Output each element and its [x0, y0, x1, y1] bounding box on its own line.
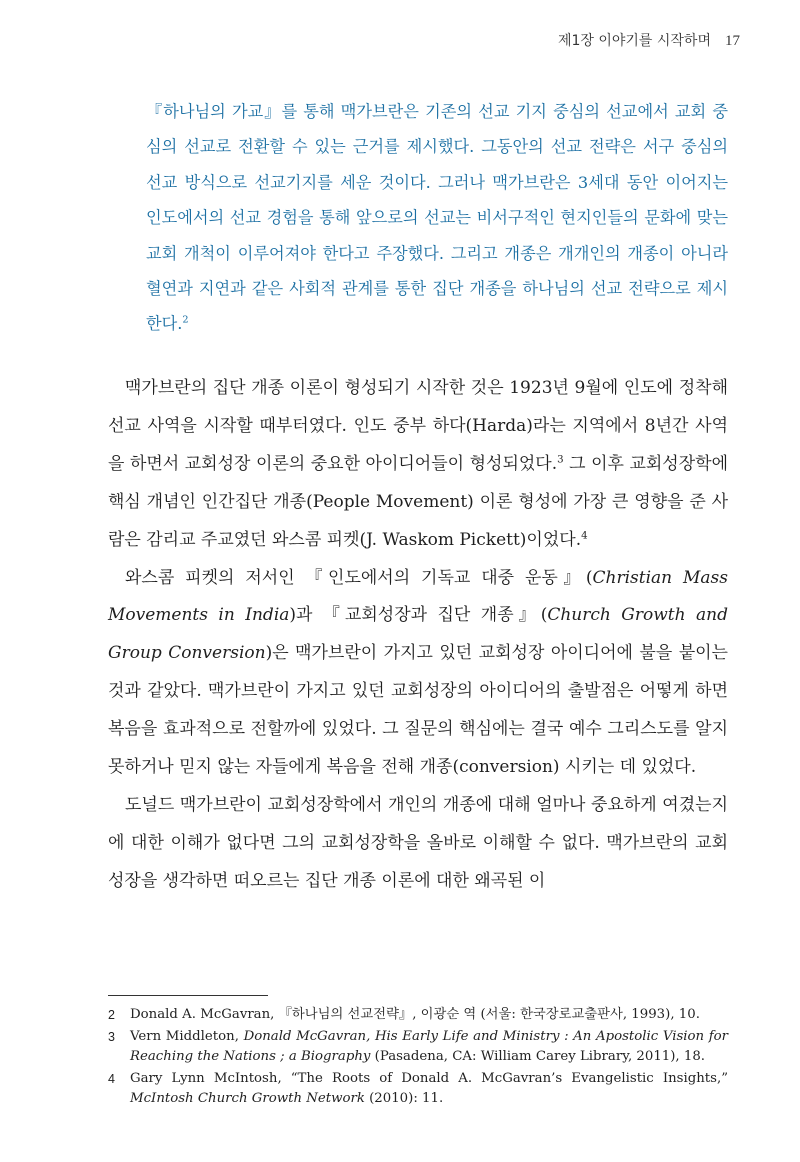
- footnote-ref-2[interactable]: 2: [182, 315, 189, 327]
- footnote-3: [108, 1027, 728, 1067]
- footnote-number: 4: [108, 1072, 115, 1086]
- chapter-title: 제1장 이야기를 시작하며: [557, 33, 711, 49]
- footnote-number: 2: [108, 1008, 115, 1022]
- footnote-text: [130, 1027, 728, 1067]
- running-header: [558, 30, 740, 50]
- page-number: 17: [725, 33, 740, 49]
- paragraph-2-text-a: 와스콤 피켓의 저서인 『인도에서의 기독교 대중 운동』(: [125, 567, 593, 588]
- footnote-text-b: (Pasadena, CA: William Carey Library, 2011), 18.: [370, 1049, 706, 1064]
- paragraph-1-text-b: 그 이후 교회성장학에 핵심 개념인 인간집단 개종(People Movement) 이론 형성에 가장 큰 영향을 준 사람은 감리교 주교였던 와스콤 피켓(J. Waskom Pickett)이었다.: [108, 453, 728, 550]
- footnotes: [108, 1005, 728, 1111]
- paragraph-2-text-b: )과 『교회성장과 집단 개종』(: [289, 605, 548, 626]
- paragraph-3-text: 도널드 맥가브란이 교회성장학에서 개인의 개종에 대해 얼마나 중요하게 여겼는지에 대한 이해가 없다면 그의 교회성장학을 올바로 이해할 수 없다. 맥가브란의 교회성장을 생각하면 떠오르는 집단 개종 이론에 대한 왜곡된 이: [108, 794, 728, 891]
- footnote-text-a: Vern Middleton,: [130, 1029, 244, 1044]
- footnote-italic: McIntosh Church Growth Network: [130, 1091, 365, 1106]
- footnote-2: [108, 1005, 728, 1025]
- quote-text: 『하나님의 가교』를 통해 맥가브란은 기존의 선교 기지 중심의 선교에서 교회 중심의 선교로 전환할 수 있는 근거를 제시했다. 그동안의 선교 전략은 서구 중심의 선교 방식으로 선교기지를 세운 것이다. 그러나 맥가브란은 3세대 동안 이어지는 인도에서의 선교 경험을 통해 앞으로의 선교는 비서구적인 현지인들의 문화에 맞는 교회 개척이 이루어져야 한다고 주장했다. 그리고 개종은 개개인의 개종이 아니라 혈연과 지연과 같은 사회적 관계를 통한 집단 개종을 하나님의 선교 전략으로 제시한다.: [146, 102, 728, 334]
- body-text: [108, 370, 728, 901]
- footnote-text-a: Donald A. McGavran, 『하나님의 선교전략』, 이광순 역 (서울: 한국장로교출판사, 1993), 10.: [130, 1007, 700, 1022]
- footnote-number: 3: [108, 1030, 115, 1044]
- footnote-italic: Donald McGavran, His Early Life and Ministry : An Apostolic Vision for Reaching the Nations ; a Biography: [130, 1029, 729, 1064]
- paragraph-1: [108, 370, 728, 560]
- paragraph-3: [108, 787, 728, 901]
- footnote-text: [130, 1069, 728, 1109]
- paragraph-2: [108, 560, 728, 787]
- block-quote: [146, 94, 728, 342]
- footnote-separator: [108, 995, 268, 996]
- footnote-ref-3[interactable]: 3: [557, 454, 564, 466]
- paragraph-2-text-c: )은 맥가브란이 가지고 있던 교회성장 아이디어에 불을 붙이는 것과 같았다. 맥가브란이 가지고 있던 교회성장의 아이디어의 출발점은 어떻게 하면 복음을 효과적으로 전할까에 있었다. 그 질문의 핵심에는 결국 예수 그리스도를 알지 못하거나 믿지 않는 자들에게 복음을 전해 개종(conversion) 시키는 데 있었다.: [108, 643, 728, 778]
- footnote-ref-4[interactable]: 4: [581, 529, 588, 541]
- footnote-text-b: (2010): 11.: [364, 1091, 444, 1106]
- footnote-text: [130, 1005, 728, 1025]
- book-title-italic-2: Church Growth and Group Conversion: [108, 605, 728, 664]
- footnote-4: [108, 1069, 728, 1109]
- footnote-text-a: Gary Lynn McIntosh, “The Roots of Donald A. McGavran’s Evangelistic Insights,”: [130, 1071, 728, 1086]
- book-title-italic-1: Christian Mass Movements in India: [108, 567, 728, 626]
- paragraph-1-text-a: 맥가브란의 집단 개종 이론이 형성되기 시작한 것은 1923년 9월에 인도에 정착해 선교 사역을 시작할 때부터였다. 인도 중부 하다(Harda)라는 지역에서 8년간 사역을 하면서 교회성장 이론의 중요한 아이디어들이 형성되었다.: [108, 378, 728, 474]
